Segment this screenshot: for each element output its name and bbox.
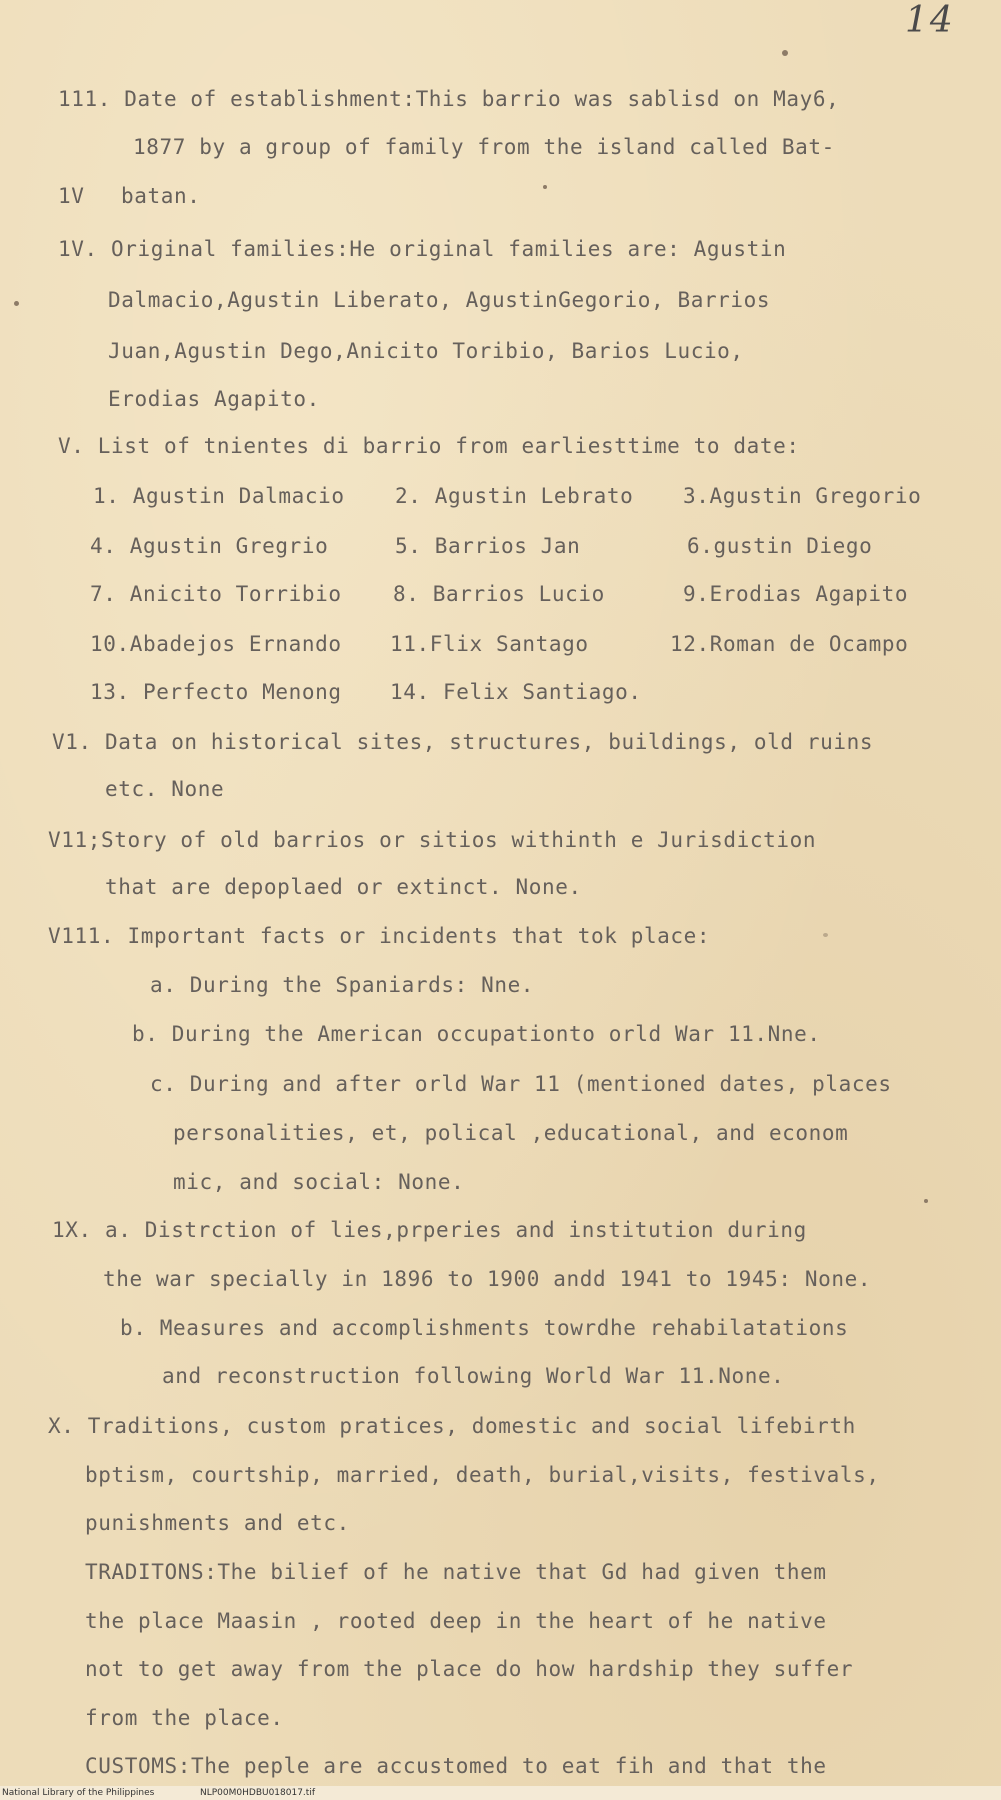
text-line: V111. Important facts or incidents that tok place:	[48, 924, 711, 948]
ink-speck	[14, 301, 19, 306]
text-line: batan.	[121, 184, 201, 208]
teniente-entry: 7. Anicito Torribio	[90, 582, 342, 606]
text-line: b. During the American occupationto orld War 11.Nne.	[132, 1022, 821, 1046]
text-line: Juan,Agustin Dego,Anicito Toribio, Barios Lucio,	[108, 339, 744, 363]
ink-speck	[823, 933, 828, 937]
text-line: c. During and after orld War 11 (mentioned dates, places	[150, 1072, 892, 1096]
teniente-entry: 10.Abadejos Ernando	[90, 632, 342, 656]
text-line: b. Measures and accomplishments towrdhe rehabilatations	[120, 1316, 849, 1340]
text-line: 111. Date of establishment:This barrio was sablisd on May6,	[58, 87, 840, 111]
text-line: Erodias Agapito.	[108, 387, 320, 411]
teniente-entry: 6.gustin Diego	[687, 534, 873, 558]
text-line: etc. None	[105, 777, 225, 801]
text-line: CUSTOMS:The peple are accustomed to eat fih and that the	[85, 1754, 827, 1778]
text-line: 1877 by a group of family from the island called Bat-	[133, 135, 835, 159]
page-number: 14	[905, 0, 955, 41]
ink-speck	[924, 1199, 928, 1203]
text-line: mic, and social: None.	[173, 1170, 465, 1194]
text-line: Dalmacio,Agustin Liberato, AgustinGegorio, Barrios	[108, 288, 771, 312]
text-line: bptism, courtship, married, death, burial,visits, festivals,	[85, 1463, 880, 1487]
teniente-entry: 12.Roman de Ocampo	[670, 632, 909, 656]
teniente-entry: 3.Agustin Gregorio	[683, 484, 922, 508]
text-line: personalities, et, polical ,educational, and econom	[173, 1121, 849, 1145]
text-line: V1. Data on historical sites, structures, buildings, old ruins	[52, 730, 874, 754]
teniente-entry: 11.Flix Santago	[390, 632, 589, 656]
text-line: the war specially in 1896 to 1900 andd 1941 to 1945: None.	[103, 1267, 872, 1291]
teniente-entry: 13. Perfecto Menong	[90, 680, 342, 704]
text-line: 1V. Original families:He original families are: Agustin	[58, 237, 787, 261]
text-line: the place Maasin , rooted deep in the heart of he native	[85, 1609, 827, 1633]
text-line: TRADITONS:The bilief of he native that Gd had given them	[85, 1560, 827, 1584]
margin-numeral: 1V	[58, 184, 85, 208]
text-line: V11;Story of old barrios or sitios withinth e Jurisdiction	[48, 828, 817, 852]
text-line: X. Traditions, custom pratices, domestic and social lifebirth	[48, 1414, 856, 1438]
text-line: and reconstruction following World War 11.None.	[162, 1364, 785, 1388]
teniente-entry: 14. Felix Santiago.	[390, 680, 642, 704]
teniente-entry: 8. Barrios Lucio	[393, 582, 605, 606]
text-line: a. During the Spaniards: Nne.	[150, 973, 535, 997]
text-line: V. List of tnientes di barrio from earliesttime to date:	[58, 434, 800, 458]
teniente-entry: 2. Agustin Lebrato	[395, 484, 634, 508]
text-line: 1X. a. Distrction of lies,prperies and institution during	[52, 1218, 807, 1242]
teniente-entry: 5. Barrios Jan	[395, 534, 581, 558]
text-line: punishments and etc.	[85, 1511, 350, 1535]
teniente-entry: 4. Agustin Gregrio	[90, 534, 329, 558]
scan-footer	[0, 1786, 1001, 1800]
ink-speck	[782, 50, 788, 56]
text-line: that are depoplaed or extinct. None.	[105, 875, 582, 899]
ink-speck	[543, 185, 547, 189]
text-line: from the place.	[85, 1706, 284, 1730]
teniente-entry: 1. Agustin Dalmacio	[93, 484, 345, 508]
footer-filename: NLP00M0HDBU018017.tif	[200, 1788, 315, 1798]
footer-library: National Library of the Philippines	[2, 1788, 155, 1798]
teniente-entry: 9.Erodias Agapito	[683, 582, 909, 606]
text-line: not to get away from the place do how hardship they suffer	[85, 1657, 854, 1681]
